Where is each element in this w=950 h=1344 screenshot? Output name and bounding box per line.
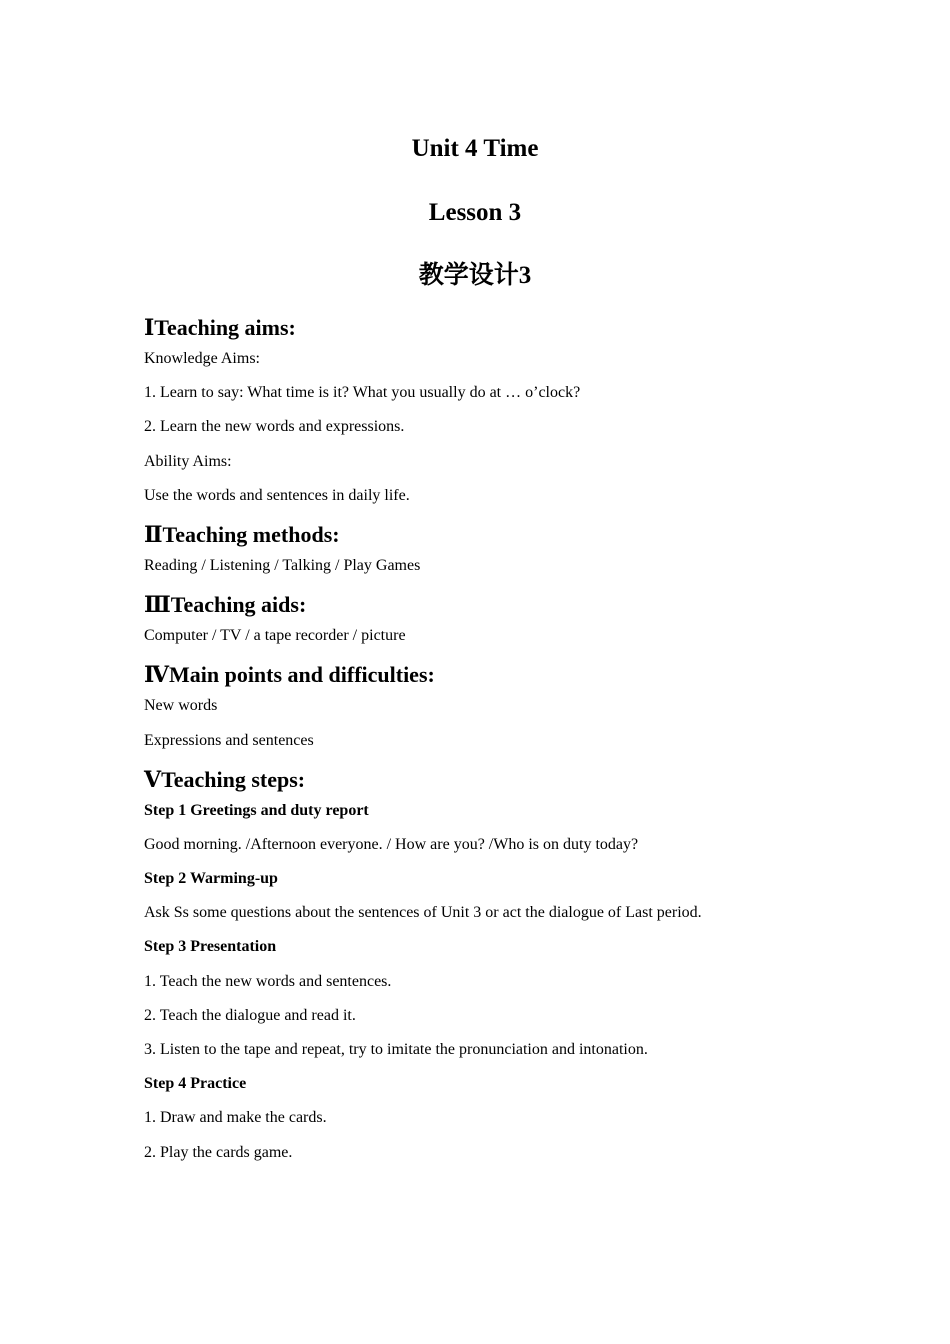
section-heading-aids: ⅢTeaching aids: (144, 592, 307, 618)
paragraph: 2. Teach the dialogue and read it. (144, 1006, 356, 1024)
unit-title: Unit 4 Time (411, 135, 539, 162)
paragraph: Knowledge Aims: (144, 350, 260, 367)
lesson-title: Lesson 3 (428, 199, 522, 226)
step-title-1: Step 1 Greetings and duty report (144, 801, 369, 819)
paragraph: 1. Teach the new words and sentences. (144, 972, 392, 990)
paragraph: Ask Ss some questions about the sentences of Unit 3 or act the dialogue of Last period. (144, 904, 702, 922)
step-title-4: Step 4 Practice (144, 1075, 247, 1093)
section-heading-steps: ⅤTeaching steps: (144, 766, 306, 792)
paragraph: 1. Learn to say: What time is it? What you usually do at … o’clock? (144, 384, 581, 402)
design-title: 教学设计3 (418, 262, 532, 289)
paragraph: Expressions and sentences (144, 731, 314, 749)
paragraph: New words (144, 697, 218, 715)
paragraph: 2. Play the cards game. (144, 1143, 293, 1161)
paragraph: Use the words and sentences in daily life. (144, 486, 410, 504)
document-body (144, 312, 824, 1176)
section-heading-points: ⅣMain points and difficulties: (144, 662, 435, 688)
section-heading-methods: ⅡTeaching methods: (144, 521, 340, 547)
paragraph: 2. Learn the new words and expressions. (144, 418, 405, 436)
paragraph: 1. Draw and make the cards. (144, 1109, 327, 1127)
step-title-3: Step 3 Presentation (144, 938, 277, 956)
step-title-2: Step 2 Warming-up (144, 870, 278, 888)
paragraph: Computer / TV / a tape recorder / picture (144, 627, 406, 645)
paragraph: Reading / Listening / Talking / Play Games (144, 556, 421, 574)
paragraph: Good morning. /Afternoon everyone. / How are you? /Who is on duty today? (144, 835, 639, 853)
paragraph: 3. Listen to the tape and repeat, try to imitate the pronunciation and intonation. (144, 1041, 648, 1058)
paragraph: Ability Aims: (144, 452, 232, 470)
section-heading-aims: ⅠTeaching aims: (144, 315, 296, 340)
